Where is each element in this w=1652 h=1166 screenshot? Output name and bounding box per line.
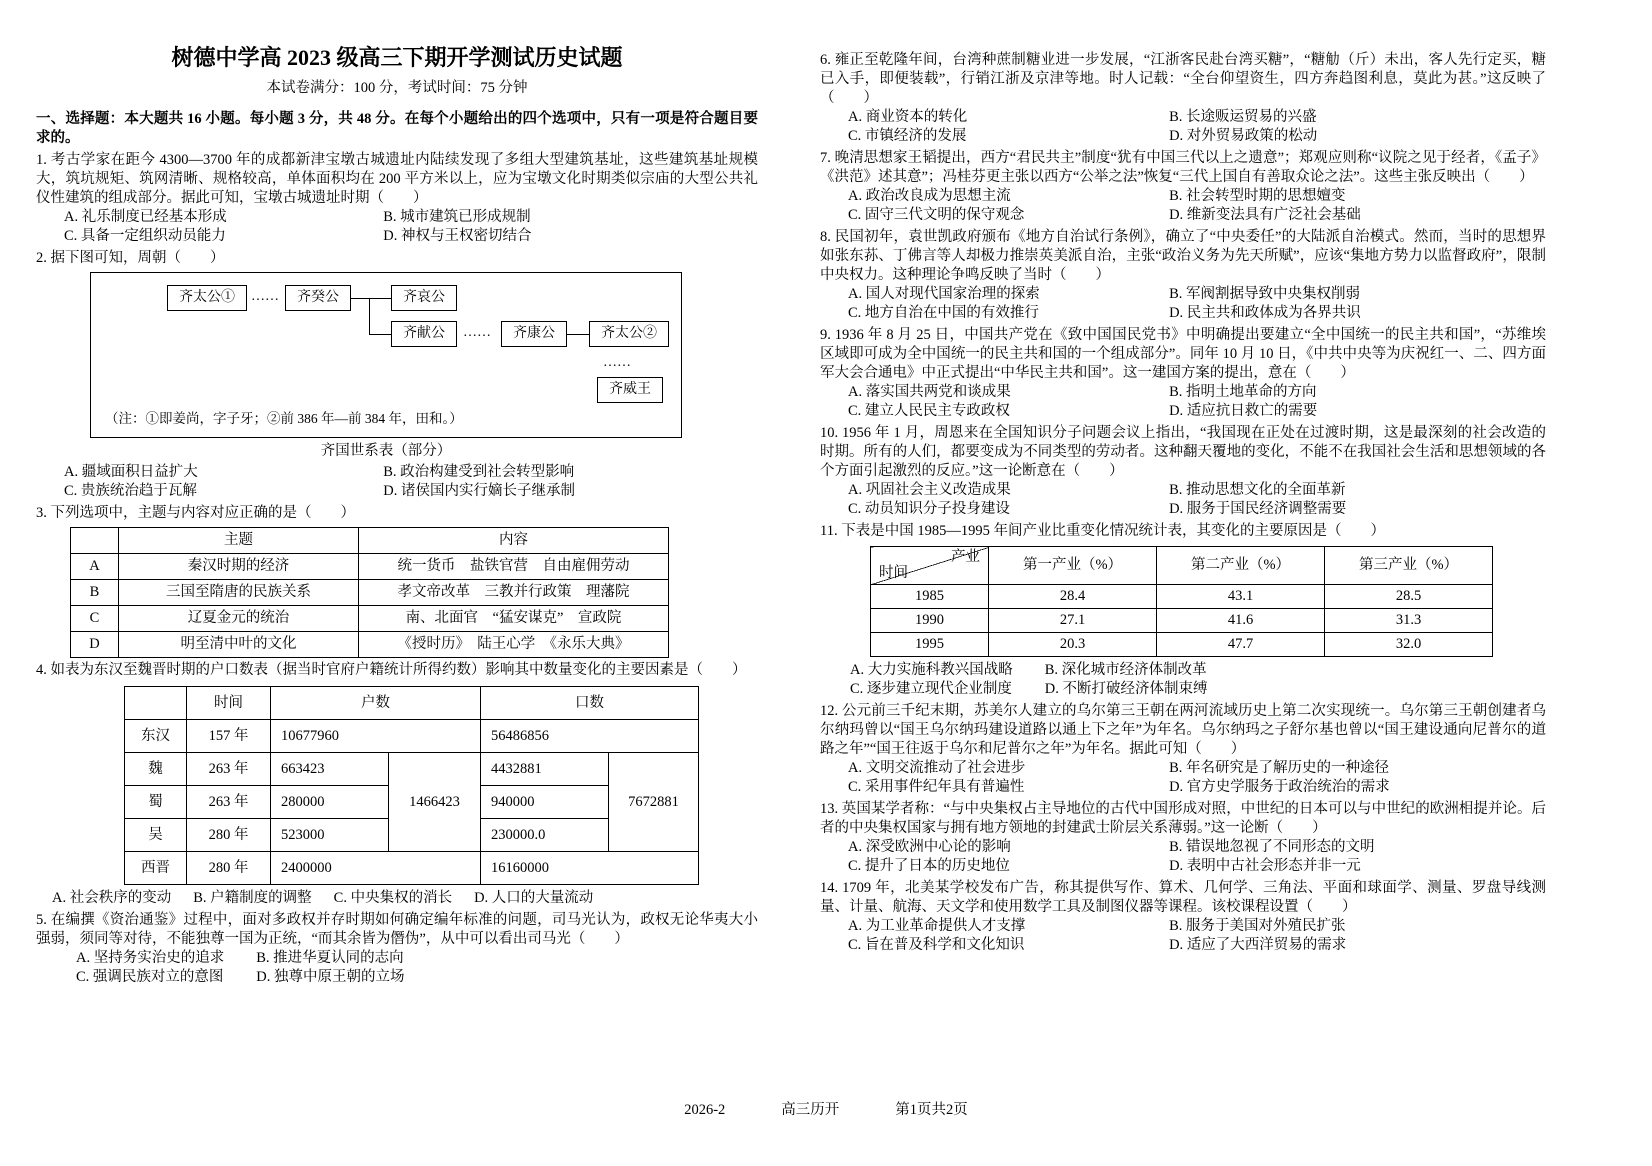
question-13-options <box>820 838 1546 876</box>
figure-caption: 齐国世系表（部分） <box>320 443 452 459</box>
question-8-options <box>820 285 1546 323</box>
genealogy-node: 齐太公① <box>167 285 247 311</box>
question-2-option-a: A. 疆域面积日益扩大 <box>64 464 198 480</box>
table-row: 1995 20.3 47.7 32.0 <box>871 633 1493 657</box>
table-row: D 明至清中叶的文化 《授时历》 陆王心学 《永乐大典》 <box>71 632 669 658</box>
table-row: B 三国至隋唐的民族关系 孝文帝改革 三教并行政策 理藩院 <box>71 580 669 606</box>
question-1-options <box>36 208 758 246</box>
genealogy-connector-line <box>369 298 370 335</box>
footer-code: 2026-2 <box>684 1102 726 1118</box>
page-footer <box>0 1101 1652 1120</box>
footer-page-number: 第1页共2页 <box>895 1102 968 1118</box>
question-1 <box>36 151 758 246</box>
question-2-options <box>36 463 758 501</box>
question-6-option-d: D. 对外贸易政策的松动 <box>1169 128 1318 144</box>
table-header-row: 主题 内容 <box>71 528 669 554</box>
industry-share-table <box>870 546 1493 657</box>
question-9-options <box>820 383 1546 421</box>
question-12-option-b: B. 年名研究是了解历史的一种途径 <box>1169 760 1389 776</box>
question-10-stem: 10. 1956 年 1 月，周恩来在全国知识分子问题会议上指出，“我国现在正处在过渡时期，这是最深刻的社会改造的时期。所有的人们，都要变成为不同类型的劳动者。这种翻天覆地的变化，不能不在我国社会生活和思想领域的各个方面引起激烈的反应。”这一论断意在（ ） <box>820 425 1546 479</box>
genealogy-node: 齐康公 <box>501 321 567 347</box>
question-11-option-d: D. 不断打破经济体制束缚 <box>1044 681 1208 697</box>
household-population-table <box>124 686 699 885</box>
genealogy-node: 齐哀公 <box>391 285 457 311</box>
question-9-option-c: C. 建立人民民主专政政权 <box>848 403 1010 419</box>
question-12-option-d: D. 官方史学服务于政治统治的需求 <box>1169 779 1390 795</box>
question-5-option-c: C. 强调民族对立的意图 <box>76 969 224 985</box>
question-10 <box>820 424 1546 519</box>
question-11-options <box>820 661 1546 699</box>
question-14-options <box>820 917 1546 955</box>
question-4-option-a: A. 社会秩序的变动 <box>52 890 172 906</box>
question-7-stem: 7. 晚清思想家王韬提出，西方“君民共主”制度“犹有中国三代以上之遗意”；郑观应则称“议院之见于经者，《孟子》《洪范》述其意”；冯桂芬更主张以西方“公举之法”恢复“三代上国自有善取众论之法”。这些主张反映出（ ） <box>820 150 1546 185</box>
table-header-row: 产业 时间 第一产业（%） 第二产业（%） 第三产业（%） <box>871 547 1493 585</box>
question-10-option-d: D. 服务于国民经济调整需要 <box>1169 501 1347 517</box>
question-7-options <box>820 187 1546 225</box>
question-13-option-c: C. 提升了日本的历史地位 <box>848 858 1010 874</box>
question-9-stem: 9. 1936 年 8 月 25 日，中国共产党在《致中国国民党书》中明确提出要建立“全中国统一的民主共和国”，“苏维埃区域即可成为全中国统一的民主共和国的一个组成部分”。同年 10 月 10 日，《中共中央等为庆祝红一、二、四方面军大会合通电》中正式提出“中华民主共和国”。这一建国方案的提出，意在（ ） <box>820 327 1546 381</box>
question-1-option-c: C. 具备一定组织动员能力 <box>64 228 226 244</box>
question-8 <box>820 228 1546 323</box>
question-2-stem: 2. 据下图可知，周朝（ ） <box>36 250 225 266</box>
question-7-option-b: B. 社会转型时期的思想嬗变 <box>1169 188 1346 204</box>
question-14 <box>820 879 1546 955</box>
question-4-option-c: C. 中央集权的消长 <box>333 890 453 906</box>
table-row: 1990 27.1 41.6 31.3 <box>871 609 1493 633</box>
question-6-stem: 6. 雍正至乾隆年间，台湾种蔗制糖业进一步发展，“江浙客民赴台湾买糖”，“糖觔（斤）未出，客人先行定买，糖已入手，即便装载”，行销江浙及京津等地。时人记载：“全台仰望资生，四方奔趋图利息，莫此为甚。”这反映了（ ） <box>820 52 1546 106</box>
question-5 <box>36 911 758 987</box>
question-3 <box>36 504 758 658</box>
question-14-option-c: C. 旨在普及科学和文化知识 <box>848 937 1025 953</box>
genealogy-connector-line <box>351 298 391 299</box>
table-row: 吴 280 年 523000 230000.0 <box>125 819 699 852</box>
question-9-option-b: B. 指明土地革命的方向 <box>1169 384 1317 400</box>
question-6-option-a: A. 商业资本的转化 <box>848 109 968 125</box>
question-1-option-d: D. 神权与王权密切结合 <box>383 228 532 244</box>
genealogy-figure <box>90 272 682 461</box>
table-row: 蜀 263 年 280000 940000 <box>125 786 699 819</box>
question-13 <box>820 800 1546 876</box>
question-14-option-d: D. 适应了大西洋贸易的需求 <box>1169 937 1347 953</box>
question-2-option-c: C. 贵族统治趋于瓦解 <box>64 483 197 499</box>
question-12-option-a: A. 文明交流推动了社会进步 <box>848 760 1026 776</box>
right-column <box>820 0 1546 955</box>
genealogy-node: 齐癸公 <box>285 285 351 311</box>
question-10-option-b: B. 推动思想文化的全面革新 <box>1169 482 1346 498</box>
question-4-options <box>36 889 758 908</box>
question-13-option-d: D. 表明中古社会形态并非一元 <box>1169 858 1361 874</box>
question-1-option-b: B. 城市建筑已形成规制 <box>383 209 531 225</box>
figure-note: （注：①即姜尚，字子牙；②前 386 年—前 384 年，田和。） <box>105 411 463 426</box>
genealogy-node: 齐威王 <box>597 377 663 403</box>
diagonal-header-cell: 产业 时间 <box>871 547 989 585</box>
question-3-stem: 3. 下列选项中，主题与内容对应正确的是（ ） <box>36 505 355 521</box>
question-10-option-a: A. 巩固社会主义改造成果 <box>848 482 1011 498</box>
question-7-option-a: A. 政治改良成为思想主流 <box>848 188 1011 204</box>
question-1-stem: 1. 考古学家在距今 4300—3700 年的成都新津宝墩古城遗址内陆续发现了多组大型建筑基址，这些建筑基址规模大，筑坑规矩、筑网清晰、规格较高，单体面积均在 200 平方米以上，应为宝墩文化时期类似宗庙的大型公共礼仪性建筑的组成部分。据此可知，宝墩古城遗址时期（ ） <box>36 152 758 206</box>
question-5-option-a: A. 坚持务实治史的追求 <box>76 950 225 966</box>
question-6-option-c: C. 市镇经济的发展 <box>848 128 967 144</box>
question-10-option-c: C. 动员知识分子投身建设 <box>848 501 1010 517</box>
ellipsis: …… <box>251 289 279 304</box>
question-12-option-c: C. 采用事件纪年具有普遍性 <box>848 779 1025 795</box>
question-6 <box>820 51 1546 146</box>
question-8-option-c: C. 地方自治在中国的有效推行 <box>848 305 1039 321</box>
question-9 <box>820 326 1546 421</box>
question-8-option-b: B. 军阀割据导致中央集权削弱 <box>1169 286 1360 302</box>
genealogy-node: 齐献公 <box>391 321 457 347</box>
question-13-stem: 13. 英国某学者称：“与中央集权占主导地位的古代中国形成对照，中世纪的日本可以与中世纪的欧洲相提并论。后者的中央集权国家与拥有地方领地的封建武士阶层关系薄弱。”这一论断（ ） <box>820 801 1546 836</box>
ellipsis: …… <box>463 325 491 340</box>
question-9-option-d: D. 适应抗日救亡的需要 <box>1169 403 1318 419</box>
question-4-option-b: B. 户籍制度的调整 <box>193 890 312 906</box>
question-12 <box>820 702 1546 797</box>
question-4 <box>36 661 758 908</box>
question-8-option-a: A. 国人对现代国家治理的探索 <box>848 286 1040 302</box>
question-14-option-b: B. 服务于美国对外殖民扩张 <box>1169 918 1346 934</box>
theme-content-table <box>70 527 669 658</box>
question-7 <box>820 149 1546 225</box>
genealogy-chart <box>90 272 682 438</box>
table-header-row: 时间 户数 口数 <box>125 687 699 720</box>
page-title: 树德中学高 2023 级高三下期开学测试历史试题 <box>171 45 623 70</box>
question-6-options <box>820 108 1546 146</box>
question-7-option-c: C. 固守三代文明的保守观念 <box>848 207 1025 223</box>
table-row: 魏 263 年 663423 1466423 4432881 7672881 <box>125 753 699 786</box>
question-5-stem: 5. 在编撰《资治通鉴》过程中，面对多政权并存时期如何确定编年标准的问题，司马光认为，政权无论华夷大小强弱，须同等对待，不能独尊一国为正统，“而其余皆为僭伪”，从中可以看出司马光（ ） <box>36 912 758 947</box>
question-5-option-b: B. 推进华夏认同的志向 <box>256 950 404 966</box>
question-11 <box>820 522 1546 699</box>
section-heading: 一、选择题：本大题共 16 小题。每小题 3 分，共 48 分。在每个小题给出的四个选项中，只有一项是符合题目要求的。 <box>36 111 758 146</box>
question-8-option-d: D. 民主共和政体成为各界共识 <box>1169 305 1361 321</box>
table-row: 1985 28.4 43.1 28.5 <box>871 585 1493 609</box>
question-13-option-b: B. 错误地忽视了不同形态的文明 <box>1169 839 1375 855</box>
question-14-stem: 14. 1709 年，北美某学校发布广告，称其提供写作、算术、几何学、三角法、平面和球面学、测量、罗盘导线测量、计量、航海、天文学和使用数学工具及制图仪器等课程。该校课程设置（ ） <box>820 880 1546 915</box>
question-4-stem: 4. 如表为东汉至魏晋时期的户口数表（据当时官府户籍统计所得约数）影响其中数量变化的主要因素是（ ） <box>36 662 747 678</box>
question-11-option-a: A. 大力实施科教兴国战略 <box>850 662 1013 678</box>
question-5-options <box>36 949 758 987</box>
table-row: 西晋 280 年 2400000 16160000 <box>125 852 699 885</box>
table-row: 东汉 157 年 10677960 56486856 <box>125 720 699 753</box>
question-6-option-b: B. 长途贩运贸易的兴盛 <box>1169 109 1317 125</box>
footer-label: 高三历开 <box>781 1102 840 1118</box>
table-row: C 辽夏金元的统治 南、北面官 “猛安谋克” 宣政院 <box>71 606 669 632</box>
exam-info: 本试卷满分：100 分，考试时间：75 分钟 <box>266 80 528 96</box>
question-7-option-d: D. 维新变法具有广泛社会基础 <box>1169 207 1361 223</box>
question-11-option-b: B. 深化城市经济体制改革 <box>1044 662 1207 678</box>
question-11-option-c: C. 逐步建立现代企业制度 <box>850 681 1012 697</box>
genealogy-connector-line <box>369 334 391 335</box>
genealogy-node: 齐太公② <box>589 321 669 347</box>
question-2 <box>36 249 758 501</box>
question-5-option-d: D. 独尊中原王朝的立场 <box>256 969 405 985</box>
question-14-option-a: A. 为工业革命提供人才支撑 <box>848 918 1026 934</box>
question-4-option-d: D. 人口的大量流动 <box>474 890 594 906</box>
question-2-option-d: D. 诸侯国内实行嫡长子继承制 <box>383 483 575 499</box>
question-11-stem: 11. 下表是中国 1985—1995 年间产业比重变化情况统计表，其变化的主要原因是（ ） <box>820 523 1385 539</box>
question-2-option-b: B. 政治构建受到社会转型影响 <box>383 464 575 480</box>
ellipsis: …… <box>603 355 631 370</box>
question-12-stem: 12. 公元前三千纪末期，苏美尔人建立的乌尔第三王朝在两河流域历史上第二次实现统一。乌尔第三王朝创建者乌尔纳玛曾以“国王乌尔纳玛建设道路以通上下之年”为年名。乌尔纳玛之子舒尔基也曾以“国王建设通向尼普尔的道路之年”“国王往返于乌尔和尼普尔之年”为年名。据此可知（ ） <box>820 703 1546 757</box>
question-1-option-a: A. 礼乐制度已经基本形成 <box>64 209 227 225</box>
question-8-stem: 8. 民国初年，袁世凯政府颁布《地方自治试行条例》，确立了“中央委任”的大陆派自治模式。然而，当时的思想界如张东荪、丁佛言等人却极力推崇英美派自治，主张“政治义务为先天所赋”，应该“集地方势力以监督政府”，限制中央权力。这种理论争鸣反映了当时（ ） <box>820 229 1546 283</box>
table-row: A 秦汉时期的经济 统一货币 盐铁官营 自由雇佣劳动 <box>71 554 669 580</box>
question-12-options <box>820 759 1546 797</box>
question-10-options <box>820 481 1546 519</box>
left-column <box>36 0 758 987</box>
question-13-option-a: A. 深受欧洲中心论的影响 <box>848 839 1011 855</box>
genealogy-connector-line <box>567 334 589 335</box>
question-9-option-a: A. 落实国共两党和谈成果 <box>848 384 1011 400</box>
